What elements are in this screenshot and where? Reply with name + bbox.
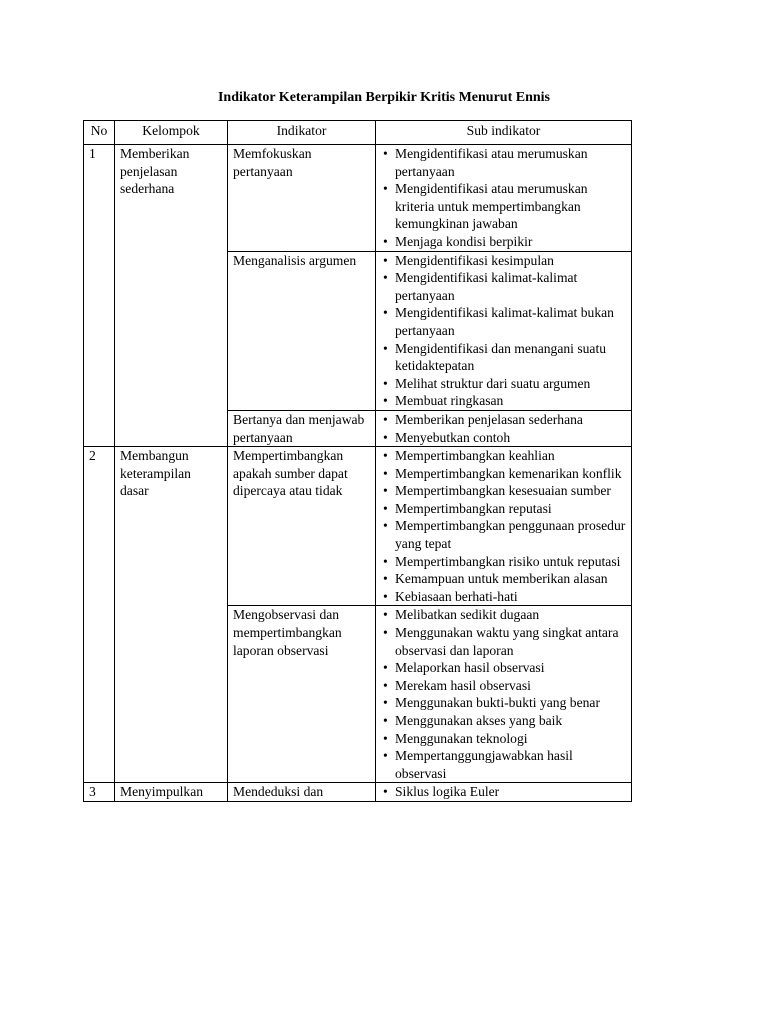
list-item: • Mengidentifikasi kesimpulan: [381, 252, 626, 270]
list-item: • Menyebutkan contoh: [381, 429, 626, 447]
kelompok-cell: Membangun keterampilan dasar: [115, 447, 228, 783]
list-item: • Menjaga kondisi berpikir: [381, 233, 626, 251]
list-item: • Mengidentifikasi dan menangani suatu ketidaktepatan: [381, 340, 626, 375]
document-title: Indikator Keterampilan Berpikir Kritis Menurut Ennis: [217, 90, 550, 105]
sub-indikator-list: [381, 145, 626, 251]
table-row: [84, 447, 632, 606]
table-header-row: [84, 121, 632, 145]
list-item: • Mempertimbangkan reputasi: [381, 500, 626, 518]
list-item: • Siklus logika Euler: [381, 783, 626, 801]
list-item: • Membuat ringkasan: [381, 392, 626, 410]
list-item: • Mempertimbangkan keahlian: [381, 447, 626, 465]
row-number: 1: [84, 145, 115, 447]
header-indikator: Indikator: [228, 121, 376, 145]
list-item: • Melibatkan sedikit dugaan: [381, 606, 626, 624]
list-item: • Menggunakan bukti-bukti yang benar: [381, 694, 626, 712]
indikator-cell: Mempertimbangkan apakah sumber dapat dipercaya atau tidak: [228, 447, 376, 606]
list-item: • Mempertimbangkan kemenarikan konflik: [381, 465, 626, 483]
sub-indikator-list: [381, 606, 626, 782]
list-item: • Merekam hasil observasi: [381, 677, 626, 695]
list-item: • Mempertanggungjawabkan hasil observasi: [381, 747, 626, 782]
list-item: • Mempertimbangkan kesesuaian sumber: [381, 482, 626, 500]
indikator-cell: Bertanya dan menjawab pertanyaan: [228, 410, 376, 446]
header-kelompok: Kelompok: [115, 121, 228, 145]
list-item: • Mempertimbangkan risiko untuk reputasi: [381, 553, 626, 571]
table-row: [84, 783, 632, 802]
sub-indikator-cell: [376, 606, 632, 783]
sub-indikator-cell: [376, 783, 632, 802]
list-item: • Menggunakan akses yang baik: [381, 712, 626, 730]
list-item: • Memberikan penjelasan sederhana: [381, 411, 626, 429]
list-item: • Mengidentifikasi kalimat-kalimat bukan pertanyaan: [381, 304, 626, 339]
sub-indikator-list: [381, 252, 626, 410]
sub-indikator-list: [381, 783, 626, 801]
header-sub-indikator: Sub indikator: [376, 121, 632, 145]
list-item: • Mengidentifikasi atau merumuskan kriteria untuk mempertimbangkan kemungkinan jawaban: [381, 180, 626, 233]
indikator-cell: Menganalisis argumen: [228, 251, 376, 410]
indikator-cell: Memfokuskan pertanyaan: [228, 145, 376, 252]
kelompok-cell: Menyimpulkan: [115, 783, 228, 802]
sub-indikator-cell: [376, 447, 632, 606]
list-item: • Mengidentifikasi kalimat-kalimat pertanyaan: [381, 269, 626, 304]
sub-indikator-list: [381, 411, 626, 446]
list-item: • Menggunakan waktu yang singkat antara observasi dan laporan: [381, 624, 626, 659]
row-number: 2: [84, 447, 115, 783]
indicator-table: [83, 120, 632, 802]
indikator-cell: Mengobservasi dan mempertimbangkan laporan observasi: [228, 606, 376, 783]
sub-indikator-cell: [376, 251, 632, 410]
sub-indikator-cell: [376, 410, 632, 446]
list-item: • Kemampuan untuk memberikan alasan: [381, 570, 626, 588]
list-item: • Melaporkan hasil observasi: [381, 659, 626, 677]
list-item: • Kebiasaan berhati-hati: [381, 588, 626, 606]
kelompok-cell: Memberikan penjelasan sederhana: [115, 145, 228, 447]
indikator-cell: Mendeduksi dan: [228, 783, 376, 802]
sub-indikator-list: [381, 447, 626, 605]
list-item: • Mempertimbangkan penggunaan prosedur yang tepat: [381, 517, 626, 552]
table-row: [84, 145, 632, 252]
list-item: • Mengidentifikasi atau merumuskan pertanyaan: [381, 145, 626, 180]
list-item: • Menggunakan teknologi: [381, 730, 626, 748]
header-no: No: [84, 121, 115, 145]
row-number: 3: [84, 783, 115, 802]
list-item: • Melihat struktur dari suatu argumen: [381, 375, 626, 393]
sub-indikator-cell: [376, 145, 632, 252]
